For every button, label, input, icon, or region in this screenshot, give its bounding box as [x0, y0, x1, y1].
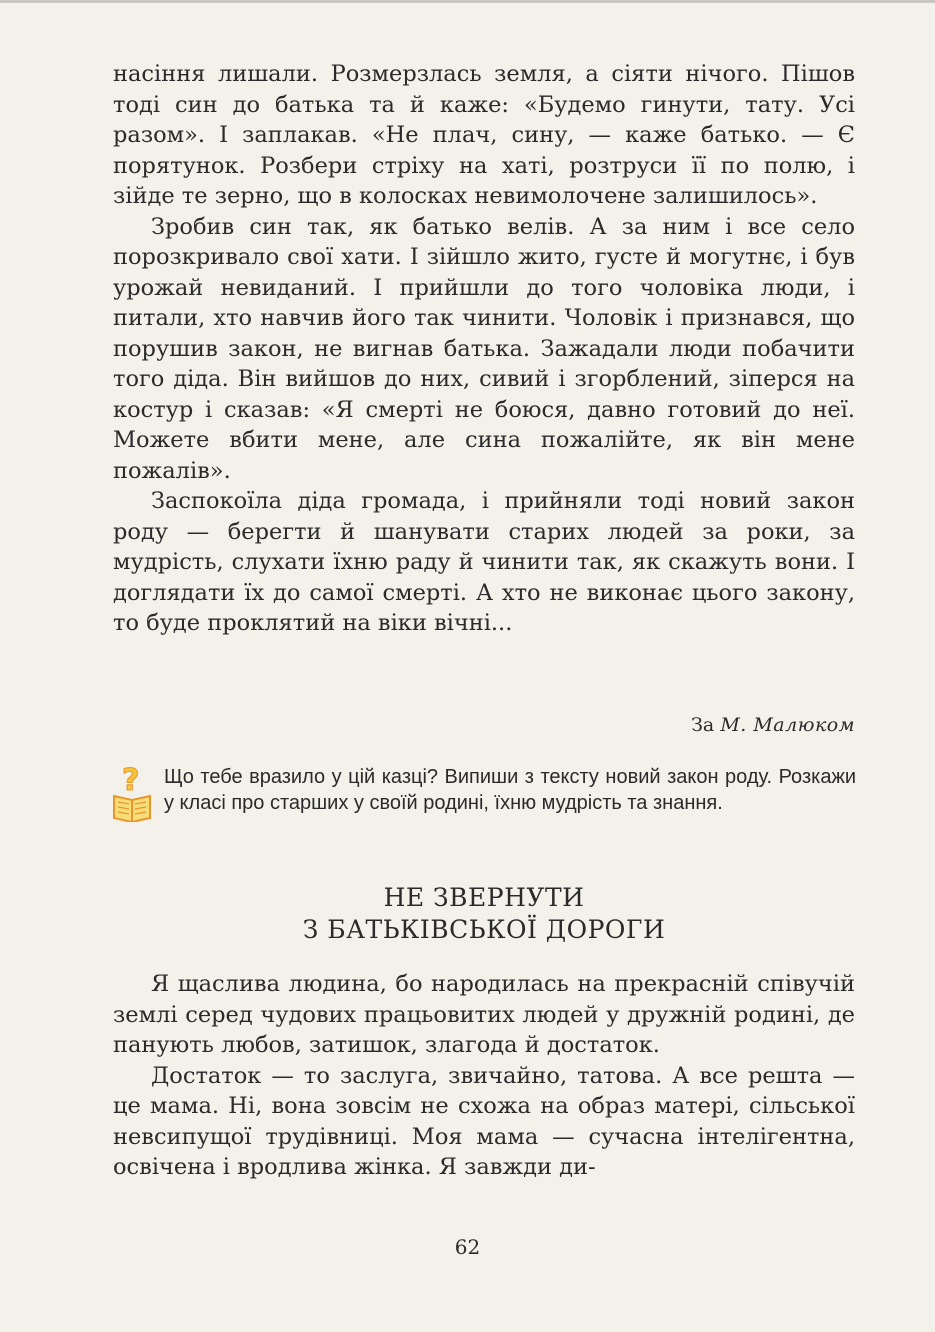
story-attribution: [691, 714, 855, 736]
section-title-line-1: НЕ ЗВЕРНУТИ: [383, 883, 585, 912]
svg-text:?: ?: [122, 763, 140, 798]
story-paragraph-3: Заспокоїла діда громада, і прийняли тоді новий закон роду — берегти й шанувати старих людей за роки, за мудрість, слухати їхню раду й чинити так, як скажуть вони. І доглядати їх до самої смерті. А хто не виконає цього закону, то буде проклятий на віки вічні...: [113, 488, 855, 636]
top-edge-line: [0, 0, 935, 3]
story-text: [113, 59, 855, 639]
page-number: 62: [454, 1235, 481, 1259]
section-title: [113, 882, 855, 946]
story-paragraph-2: Зробив син так, як батько велів. А за ним і все село порозкривало свої хати. І зійшло жито, густе й могутнє, і був урожай невиданий. І прийшли до того чоловіка люди, і питали, хто навчив його так чинити. Чоловік і признався, що порушив закон, не вигнав батька. Зажадали люди побачити того діда. Він вийшов до них, сивий і згорблений, зіперся на костур і сказав: «Я смерті не боюся, давно готовий до неї. Можете вбити мене, але сина пожалійте, як він мене пожалів».: [113, 213, 855, 484]
question-book-icon: [110, 762, 156, 822]
section-paragraph-2: Достаток — то заслуга, звичайно, татова. А все решта — це мама. Ні, вона зовсім не схожа на образ матері, сільської невсипущої трудівниці. Моя мама — сучасна інтелігентна, освічена і вродлива жінка. Я завжди ди-: [113, 1062, 855, 1180]
attribution-author: М. Малюком: [720, 714, 855, 736]
attribution-prefix: За: [691, 714, 715, 736]
section-title-line-2: З БАТЬКІВСЬКОЇ ДОРОГИ: [302, 915, 666, 944]
section-text: [113, 969, 855, 1183]
section-paragraph-1: Я щаслива людина, бо народилась на прекрасній співучій землі серед чудових працьовитих людей у дружній родині, де панують любов, затишок, злагода й достаток.: [113, 971, 855, 1058]
story-paragraph-1: насіння лишали. Розмерзлась земля, а сіяти нічого. Пішов тоді син до батька та й каже: «Будемо гинути, тату. Усі разом». І заплакав. «Не плач, сину, — каже батько. — Є порятунок. Розбери стріху на хаті, розтруси її по полю, і зійде те зерно, що в колосках невимолочене залишилось».: [113, 61, 855, 209]
task-text: Що тебе вразило у цій казці? Випиши з тексту новий закон роду. Розкажи у класі про старших у своїй родині, їхню мудрість та знання.: [164, 766, 856, 814]
